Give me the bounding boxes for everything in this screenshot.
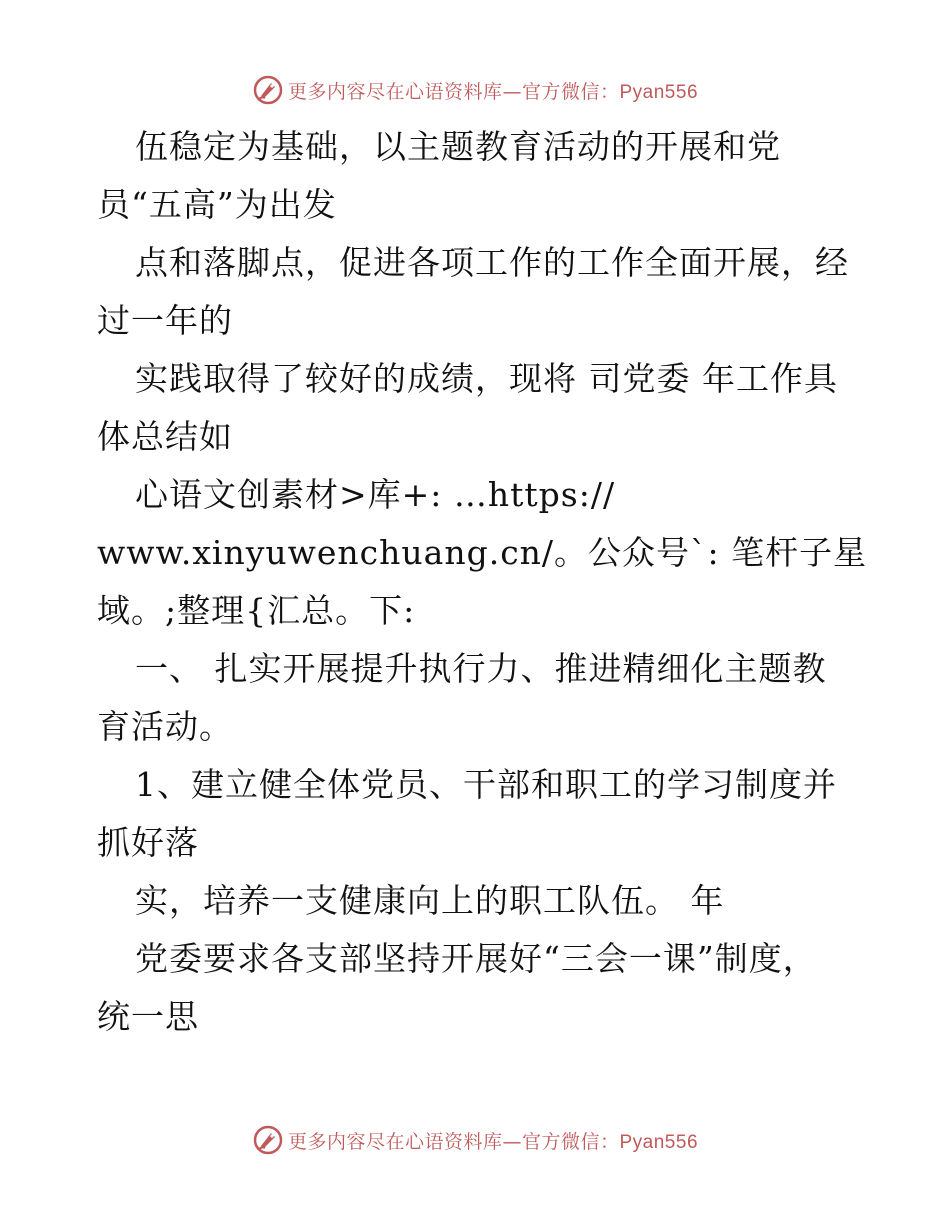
text-line: 点和落脚点，促进各项工作的工作全面开展，经 — [135, 243, 849, 282]
text-line: 抓好落 — [97, 823, 199, 862]
text-line: 伍稳定为基础，以主题教育活动的开展和党 — [135, 127, 781, 166]
text-line: 统一思 — [97, 997, 199, 1036]
text-line: 过一年的 — [97, 301, 233, 340]
text-line: 体总结如 — [97, 417, 233, 456]
text-line: 实，培养一支健康向上的职工队伍。 年 — [135, 881, 725, 920]
text-line: 实践取得了较好的成绩，现将 司党委 年工作具 — [135, 359, 838, 398]
header-banner-text: 更多内容尽在心语资料库—官方微信：Pyan556 — [287, 80, 699, 103]
pen-nib-logo-icon — [252, 1124, 284, 1156]
text-line: 1、建立健全体党员、干部和职工的学习制度并 — [135, 765, 837, 804]
text-line: 育活动。 — [97, 707, 233, 746]
footer-watermark-banner — [0, 1120, 950, 1160]
footer-banner-text: 更多内容尽在心语资料库—官方微信：Pyan556 — [287, 1130, 699, 1153]
pen-nib-logo-icon — [252, 74, 284, 106]
text-line: www.xinyuwenchuang.cn/。公众号`: 笔杆子星 — [97, 533, 868, 572]
text-line: 党委要求各支部坚持开展好“三会一课”制度， — [135, 939, 817, 978]
header-watermark-banner — [0, 70, 950, 110]
text-line: 员“五高”为出发 — [97, 185, 337, 224]
document-body — [97, 118, 867, 1046]
text-line: 心语文创素材>库+: …https:// — [135, 475, 616, 514]
section-heading: 一、 扎实开展提升执行力、推进精细化主题教 — [135, 649, 827, 688]
text-line: 域。;整理{汇总。下: — [97, 591, 416, 630]
